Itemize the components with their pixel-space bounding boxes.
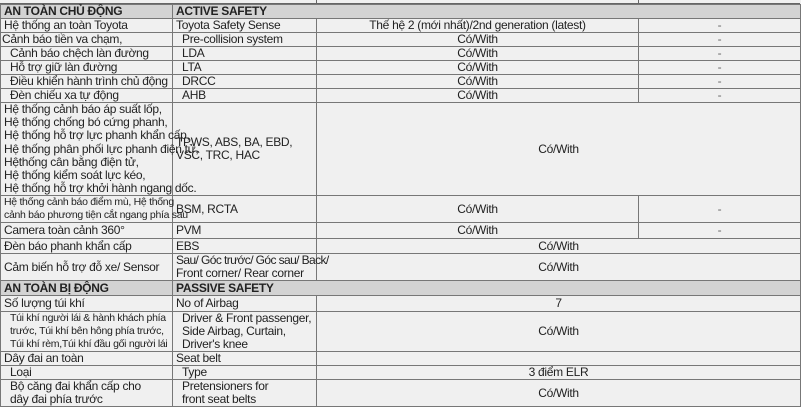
value-grade-2: - — [639, 223, 801, 239]
value-grade-1: Thế hệ 2 (mới nhất)/2nd generation (latest) — [317, 19, 639, 33]
table-row — [1, 61, 801, 75]
table-row — [1, 19, 801, 33]
row-label-en: Pre-collision system — [173, 33, 317, 47]
row-label-vn: Cảnh báo tiền va chạm, — [1, 33, 173, 47]
row-label-vn: Túi khí người lái & hành khách phía trước, Túi khí bên hông phía trước, Túi khí rèm,Túi khí đầu gối người lái — [1, 312, 173, 352]
row-label-en: LTA — [173, 61, 317, 75]
value-grade-2: - — [639, 196, 801, 223]
value-grade-1: Có/With — [317, 47, 639, 61]
table-row-sensor — [1, 254, 801, 281]
table-row — [1, 75, 801, 89]
row-label-vn: Bộ căng đai khẩn cấp cho dây đai phía trước — [1, 380, 173, 407]
value-all-grades: 7 — [317, 296, 801, 312]
row-label-en: Type — [173, 366, 317, 380]
value-all-grades: Có/With — [317, 312, 801, 352]
row-label-en: AHB — [173, 89, 317, 103]
top-border-strip — [0, 0, 800, 4]
row-label-vn: Cảnh báo chệch làn đường — [1, 47, 173, 61]
row-label-en: Pretensioners for front seat belts — [173, 380, 317, 407]
table-row-seat-belt — [1, 352, 801, 366]
value-grade-2: - — [639, 19, 801, 33]
value-grade-2: - — [639, 47, 801, 61]
value-all-grades: Có/With — [317, 239, 801, 254]
row-label-vn: Hỗ trợ giữ làn đường — [1, 61, 173, 75]
safety-spec-table — [0, 4, 801, 407]
row-label-vn: Đèn báo phanh khẩn cấp — [1, 239, 173, 254]
row-label-vn: Dây đai an toàn — [1, 352, 173, 366]
row-label-en: No of Airbag — [173, 296, 317, 312]
row-label-en: DRCC — [173, 75, 317, 89]
value-all-grades: Có/With — [317, 103, 801, 196]
header-en: PASSIVE SAFETY — [173, 281, 801, 296]
row-label-en: Driver & Front passenger, Side Airbag, Curtain, Driver's knee — [173, 312, 317, 352]
row-label-vn: Cảm biến hỗ trợ đỗ xe/ Sensor — [1, 254, 173, 281]
table-row-airbag-count — [1, 296, 801, 312]
value-grade-1: Có/With — [317, 75, 639, 89]
row-label-en: EBS — [173, 239, 317, 254]
section-header-passive — [1, 281, 801, 296]
header-en: ACTIVE SAFETY — [173, 5, 801, 19]
row-label-en: Seat belt — [173, 352, 317, 366]
row-label-en: TPWS, ABS, BA, EBD, VSC, TRC, HAC — [173, 103, 317, 196]
table-row-brake-systems — [1, 103, 801, 196]
value-all-grades: 3 điểm ELR — [317, 366, 801, 380]
row-label-vn: Đèn chiếu xa tự động — [1, 89, 173, 103]
value-grade-1: Có/With — [317, 196, 639, 223]
value-all-grades: Có/With — [317, 380, 801, 407]
header-vn: AN TOÀN CHỦ ĐỘNG — [1, 5, 173, 19]
table-row — [1, 89, 801, 103]
value-grade-1: Có/With — [317, 223, 639, 239]
row-label-en: Toyota Safety Sense — [173, 19, 317, 33]
table-row-airbag-types — [1, 312, 801, 352]
value-grade-1: Có/With — [317, 89, 639, 103]
table-row-bsm — [1, 196, 801, 223]
table-row-pretensioner — [1, 380, 801, 407]
row-label-vn: Loại — [1, 366, 173, 380]
table-row-belt-type — [1, 366, 801, 380]
row-label-vn: Hệ thống cảnh báo áp suất lốp, Hệ thống chống bó cứng phanh, Hệ thống hỗ trợ lực phanh khẩn cấp, Hệ thống phân phối lực phanh điện tử, Hệthống cân bằng điện tử, Hệ thống kiểm soát lực kéo, Hệ thống hỗ trợ khởi hành ngang dốc. — [1, 103, 173, 196]
value-grade-2: - — [639, 61, 801, 75]
row-label-vn: Hệ thống cảnh báo điểm mù, Hệ thống cảnh báo phương tiện cắt ngang phía sau — [1, 196, 173, 223]
table-row — [1, 47, 801, 61]
row-label-vn: Số lượng túi khí — [1, 296, 173, 312]
value-grade-2: - — [639, 33, 801, 47]
row-label-en: LDA — [173, 47, 317, 61]
row-label-en: Sau/ Góc trước/ Góc sau/ Back/ Front corner/ Rear corner — [173, 254, 317, 281]
table-row-pvm — [1, 223, 801, 239]
row-label-vn: Camera toàn cảnh 360° — [1, 223, 173, 239]
value-grade-2: - — [639, 75, 801, 89]
value-grade-1: Có/With — [317, 61, 639, 75]
row-label-en: PVM — [173, 223, 317, 239]
value-all-grades — [317, 352, 801, 366]
value-all-grades: Có/With — [317, 254, 801, 281]
table-row — [1, 33, 801, 47]
row-label-vn: Hệ thống an toàn Toyota — [1, 19, 173, 33]
value-grade-1: Có/With — [317, 33, 639, 47]
value-grade-2: - — [639, 89, 801, 103]
section-header-active — [1, 5, 801, 19]
table-row-ebs — [1, 239, 801, 254]
header-vn: AN TOÀN BỊ ĐỘNG — [1, 281, 173, 296]
row-label-vn: Điều khiển hành trình chủ động — [1, 75, 173, 89]
row-label-en: BSM, RCTA — [173, 196, 317, 223]
